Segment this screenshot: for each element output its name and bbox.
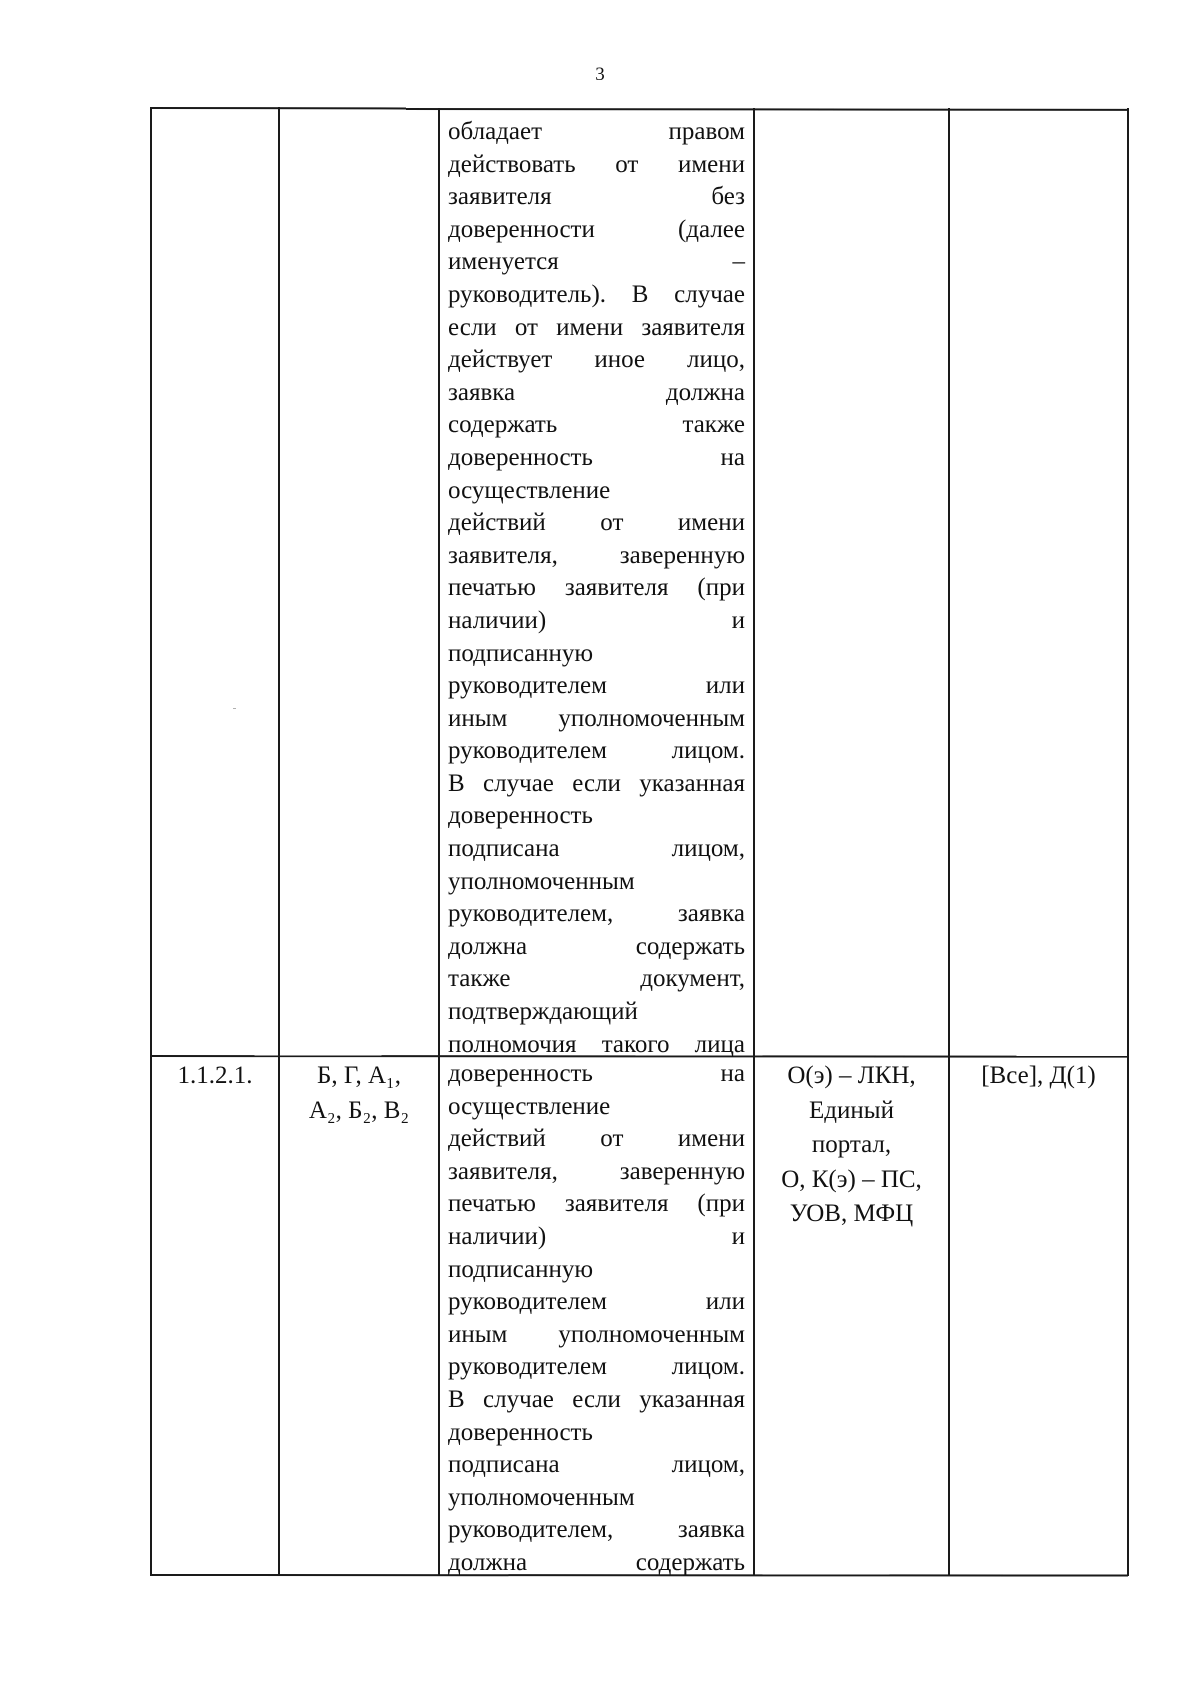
word: заверенную bbox=[619, 1157, 745, 1185]
text-line bbox=[448, 1514, 745, 1547]
word: В bbox=[448, 769, 465, 797]
row2-description-text bbox=[448, 1058, 745, 1580]
column-border bbox=[278, 107, 280, 1576]
word: (при bbox=[697, 1190, 745, 1218]
word: лицом. bbox=[671, 737, 745, 765]
text-line bbox=[448, 1482, 745, 1515]
word: содержать bbox=[448, 411, 558, 439]
word: имени bbox=[677, 509, 745, 537]
text-line bbox=[448, 931, 745, 964]
word: доверенность bbox=[448, 1418, 593, 1446]
text-line bbox=[448, 638, 745, 671]
word: или bbox=[705, 672, 745, 700]
column-border bbox=[948, 108, 950, 1576]
word: В bbox=[631, 280, 649, 308]
word: именуется bbox=[448, 248, 559, 276]
word: осуществление bbox=[448, 476, 611, 504]
column-border bbox=[1127, 108, 1129, 1576]
word: – bbox=[732, 248, 745, 276]
word: если bbox=[572, 1385, 621, 1413]
word: указанная bbox=[639, 769, 745, 797]
word: уполномоченным bbox=[448, 867, 635, 895]
word: подписанную bbox=[448, 1255, 594, 1283]
text-line bbox=[448, 442, 745, 475]
text-line bbox=[448, 377, 745, 410]
text-line bbox=[448, 1091, 745, 1124]
word: заявителя bbox=[564, 574, 669, 602]
word: В bbox=[448, 1385, 465, 1413]
text-line bbox=[448, 1029, 745, 1062]
word: должна bbox=[665, 378, 745, 406]
word: лицом, bbox=[671, 1451, 745, 1479]
scan-mark bbox=[233, 708, 236, 709]
word: осуществление bbox=[448, 1092, 611, 1120]
text-line bbox=[448, 898, 745, 931]
word: лица bbox=[694, 1030, 745, 1058]
word: лицо, bbox=[687, 346, 745, 374]
submission-line: О, К(э) – ПС, bbox=[781, 1165, 922, 1193]
text-line bbox=[448, 735, 745, 768]
word: и bbox=[731, 1222, 745, 1250]
column-border bbox=[150, 107, 152, 1576]
word: действий bbox=[448, 1125, 546, 1153]
word: заявителя, bbox=[448, 1157, 558, 1185]
row1-description-text bbox=[448, 116, 745, 1061]
word: имени bbox=[556, 313, 624, 341]
text-line bbox=[448, 1351, 745, 1384]
row2-requirements-cell bbox=[950, 1059, 1127, 1094]
column-border bbox=[753, 108, 755, 1576]
category-line: А₂, Б₂, В₂ bbox=[308, 1096, 410, 1124]
text-line bbox=[448, 279, 745, 312]
text-line bbox=[448, 1123, 745, 1156]
word: если bbox=[572, 769, 621, 797]
word: должна bbox=[448, 932, 528, 960]
word: заявка bbox=[677, 1516, 745, 1544]
word: подписана bbox=[448, 835, 560, 863]
submission-line: Единый bbox=[809, 1096, 894, 1124]
word: уполномоченным bbox=[448, 1483, 635, 1511]
column-border bbox=[438, 108, 440, 1576]
text-line bbox=[448, 1058, 745, 1091]
word: иное bbox=[594, 346, 646, 374]
word: указанная bbox=[639, 1385, 745, 1413]
category-line: Б, Г, А₁, bbox=[316, 1062, 401, 1089]
word: заверенную bbox=[619, 541, 745, 569]
word: полномочия bbox=[448, 1030, 577, 1058]
word: наличии) bbox=[448, 606, 547, 634]
text-line bbox=[448, 1319, 745, 1352]
word: руководителем bbox=[448, 1288, 607, 1316]
word: руководитель). bbox=[448, 280, 607, 308]
row2-categories-cell bbox=[280, 1059, 438, 1128]
word: заявителя bbox=[448, 183, 552, 211]
text-line bbox=[448, 344, 745, 377]
word: руководителем bbox=[448, 672, 607, 700]
word: заявителя, bbox=[448, 541, 558, 569]
text-line bbox=[448, 475, 745, 508]
word: или bbox=[705, 1288, 745, 1316]
word: случае bbox=[674, 280, 745, 308]
text-line bbox=[448, 507, 745, 540]
text-line bbox=[448, 768, 745, 801]
word: обладает bbox=[448, 118, 543, 145]
word: заявка bbox=[448, 378, 516, 406]
text-line bbox=[448, 1449, 745, 1482]
word: имени bbox=[677, 150, 745, 178]
row2-number-cell bbox=[152, 1059, 278, 1094]
word: уполномоченным bbox=[558, 704, 745, 732]
word: от bbox=[615, 150, 639, 178]
word: подтверждающий bbox=[448, 998, 638, 1026]
word: руководителем bbox=[448, 1353, 607, 1381]
text-line bbox=[448, 866, 745, 899]
word: руководителем, bbox=[448, 900, 614, 928]
word: руководителем bbox=[448, 737, 607, 765]
word: случае bbox=[483, 769, 554, 797]
text-line bbox=[448, 1384, 745, 1417]
requirements-text: [Все], Д(1) bbox=[981, 1062, 1096, 1089]
word: случае bbox=[483, 1385, 554, 1413]
text-line bbox=[448, 670, 745, 703]
word: без bbox=[711, 183, 745, 211]
row-number: 1.1.2.1. bbox=[177, 1062, 253, 1089]
text-line bbox=[448, 181, 745, 214]
text-line bbox=[448, 996, 745, 1029]
word: такого bbox=[601, 1030, 670, 1058]
text-line bbox=[448, 149, 745, 182]
word: доверенность bbox=[448, 1060, 593, 1087]
word: должна bbox=[448, 1548, 528, 1576]
word: доверенность bbox=[448, 802, 593, 830]
word: документ, bbox=[640, 965, 745, 993]
word: правом bbox=[668, 118, 745, 145]
word: наличии) bbox=[448, 1222, 547, 1250]
word: если bbox=[448, 313, 497, 341]
word: заявителя bbox=[564, 1190, 669, 1218]
text-line bbox=[448, 312, 745, 345]
table-top-border bbox=[406, 108, 1128, 110]
word: действовать bbox=[448, 150, 576, 178]
text-line bbox=[448, 1156, 745, 1189]
word: содержать bbox=[635, 932, 745, 960]
word: от bbox=[514, 313, 538, 341]
row2-submission-cell bbox=[755, 1059, 948, 1232]
word: от bbox=[600, 1125, 624, 1153]
submission-line: О(э) – ЛКН, bbox=[787, 1062, 916, 1089]
word: уполномоченным bbox=[558, 1320, 745, 1348]
text-line bbox=[448, 214, 745, 247]
word: иным bbox=[448, 704, 508, 732]
word: от bbox=[600, 509, 624, 537]
word: доверенность bbox=[448, 443, 593, 471]
word: лицом, bbox=[671, 835, 745, 863]
text-line bbox=[448, 963, 745, 996]
text-line bbox=[448, 833, 745, 866]
word: также bbox=[682, 411, 745, 439]
text-line bbox=[448, 1221, 745, 1254]
word: руководителем, bbox=[448, 1516, 614, 1544]
word: заявителя bbox=[641, 313, 745, 341]
word: (при bbox=[697, 574, 745, 602]
word: заявка bbox=[677, 900, 745, 928]
text-line bbox=[448, 703, 745, 736]
submission-line: портал, bbox=[811, 1131, 892, 1158]
page-number: 3 bbox=[595, 64, 605, 85]
text-line bbox=[448, 1547, 745, 1580]
word: доверенности bbox=[448, 215, 595, 243]
word: подписанную bbox=[448, 639, 594, 667]
text-line bbox=[448, 572, 745, 605]
text-line bbox=[448, 1417, 745, 1450]
text-line bbox=[448, 1286, 745, 1319]
word: печатью bbox=[448, 574, 536, 602]
word: действует bbox=[448, 346, 553, 374]
word: и bbox=[731, 606, 745, 634]
word: иным bbox=[448, 1320, 508, 1348]
text-line bbox=[448, 1188, 745, 1221]
text-line bbox=[448, 800, 745, 833]
text-line bbox=[448, 540, 745, 573]
word: подписана bbox=[448, 1451, 560, 1479]
word: (далее bbox=[677, 215, 745, 243]
word: имени bbox=[677, 1125, 745, 1153]
word: на bbox=[720, 1060, 745, 1087]
word: действий bbox=[448, 509, 546, 537]
word: содержать bbox=[635, 1548, 745, 1576]
word: также bbox=[448, 965, 511, 993]
text-line bbox=[448, 246, 745, 279]
text-line bbox=[448, 605, 745, 638]
text-line bbox=[448, 409, 745, 442]
text-line bbox=[448, 1254, 745, 1287]
word: лицом. bbox=[671, 1353, 745, 1381]
word: на bbox=[720, 443, 745, 471]
submission-line: УОВ, МФЦ bbox=[789, 1200, 914, 1227]
word: печатью bbox=[448, 1190, 536, 1218]
text-line bbox=[448, 116, 745, 149]
